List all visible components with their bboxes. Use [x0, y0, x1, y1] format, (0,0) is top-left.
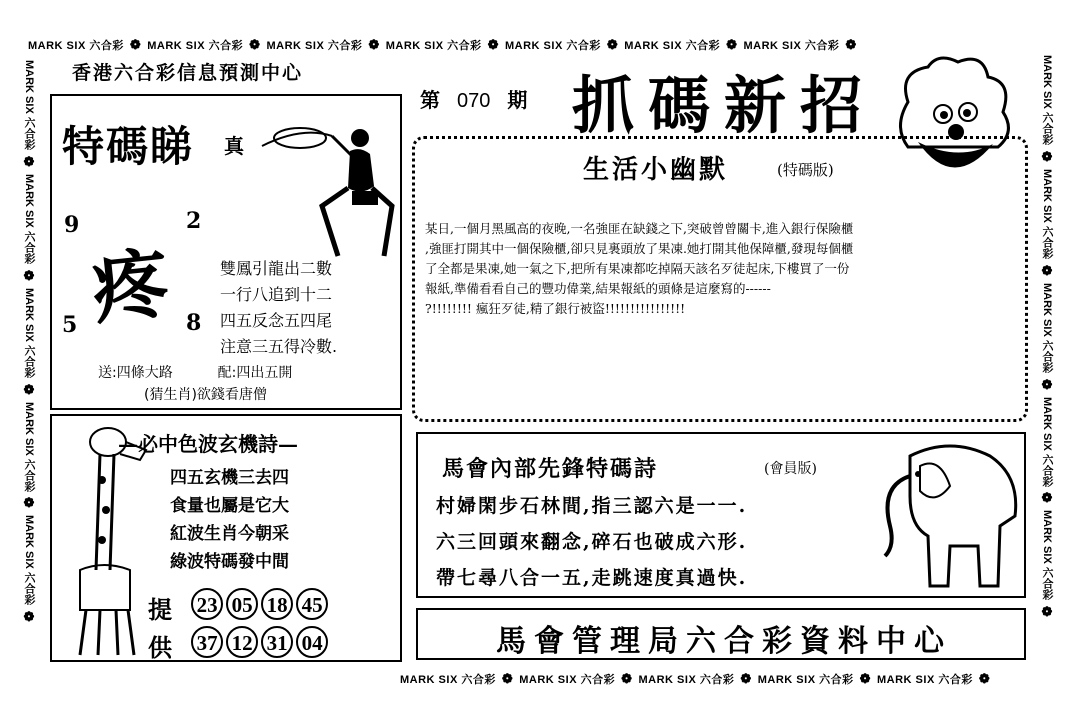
color-poem-lines	[170, 464, 289, 576]
color-poem-line: 綠波特碼發中間	[170, 552, 289, 572]
flower-icon: ❁	[23, 267, 35, 283]
issue-value: 070	[456, 90, 491, 112]
pair-value: 四出五開	[236, 365, 293, 381]
banner-text: MARK SIX 六合彩	[1041, 55, 1053, 145]
clue-lines	[220, 256, 337, 360]
banner-text: MARK SIX 六合彩	[23, 401, 35, 492]
humor-title: 生活小幽默	[583, 155, 729, 185]
banner-text: MARK SIX	[505, 40, 567, 52]
flower-icon: ❁	[129, 37, 142, 52]
number-ball: 23	[191, 588, 223, 620]
banner-text-cn: 六合彩	[804, 40, 840, 52]
banner-text: MARK SIX	[638, 674, 700, 686]
banner-text: MARK SIX 六合彩	[1041, 510, 1053, 601]
banner-text-cn: 六合彩	[461, 674, 496, 686]
banner-text: MARK SIX 六合彩	[1041, 396, 1053, 487]
color-poem-line: 四五玄機三去四	[170, 468, 289, 488]
humor-line: 了全都是果凍,她一氣之下,把所有果凍都吃掉隔天該名歹徒起床,下樓買了一份	[425, 261, 850, 276]
flower-icon: ❁	[23, 381, 35, 397]
banner-text-cn: 六合彩	[89, 40, 124, 52]
horse-poem-lines	[436, 488, 747, 596]
org-header: 香港六合彩信息預測中心	[72, 62, 304, 84]
banner-text: MARK SIX 六合彩	[23, 287, 35, 378]
corner-number-br: 8	[186, 310, 202, 336]
flower-icon: ❁	[740, 671, 752, 686]
zodiac-hint: (猜生肖)欲錢看唐僧	[144, 387, 267, 403]
panel-title: 特碼睇	[62, 122, 195, 171]
banner-text: MARK SIX	[757, 674, 820, 686]
number-ball: 12	[226, 626, 258, 658]
corner-number-tr: 2	[186, 208, 202, 234]
banner-text: MARK SIX	[28, 40, 90, 52]
issue-prefix: 第	[420, 88, 440, 112]
banner-text-cn: 六合彩	[685, 40, 721, 52]
color-poem-title: —必中色波玄機詩—	[118, 432, 298, 456]
humor-line: 報紙,準備看看自己的豐功偉業,結果報紙的頭條是這麼寫的------	[425, 281, 771, 296]
banner-text-cn: 六合彩	[566, 40, 601, 52]
humor-subtitle: (特碼版)	[777, 161, 834, 179]
number-ball: 45	[296, 588, 328, 620]
banner-text: MARK SIX 六合彩	[23, 173, 35, 264]
send-value: 四條大路	[116, 365, 173, 381]
flower-icon: ❁	[23, 495, 35, 511]
flower-icon: ❁	[1041, 262, 1053, 278]
panel-title-suffix: 真	[224, 134, 244, 158]
number-ball: 05	[226, 588, 258, 620]
flower-icon: ❁	[249, 37, 261, 52]
flower-icon: ❁	[1041, 148, 1053, 164]
color-poem-panel	[50, 414, 402, 662]
number-ball: 37	[191, 626, 223, 658]
banner-text: MARK SIX	[266, 40, 328, 52]
clue-line: 雙鳳引龍出二數	[220, 259, 333, 278]
banner-text-cn: 六合彩	[447, 40, 482, 52]
color-poem-line: 紅波生肖今朝采	[170, 524, 289, 544]
number-ball: 04	[296, 626, 328, 658]
footer-box	[416, 608, 1026, 660]
flower-icon: ❁	[1041, 376, 1053, 392]
issue-suffix: 期	[507, 88, 528, 112]
flower-icon: ❁	[23, 153, 35, 169]
horse-poem-line: 村婦閑步石林間,指三認六是一一.	[436, 495, 748, 517]
flower-icon: ❁	[845, 37, 857, 52]
humor-line: ,強匪打開其中一個保險櫃,卻只見裏頭放了果凍.她打開其他保障櫃,發現每個櫃	[425, 241, 854, 256]
clue-line: 注意三五得冷數.	[220, 337, 338, 356]
send-label: 送:	[98, 365, 117, 381]
flower-icon: ❁	[501, 671, 514, 686]
humor-line: 某日,一個月黑風高的夜晚,一名強匪在缺錢之下,突破曾曾關卡,進入銀行保險櫃	[425, 221, 854, 236]
row-label: 提	[148, 595, 172, 624]
banner-text-cn: 六合彩	[327, 40, 363, 52]
left-clue-panel	[50, 94, 402, 410]
left-banner	[18, 60, 40, 670]
banner-text: MARK SIX	[400, 674, 462, 686]
corner-number-tl: 9	[64, 212, 80, 238]
horse-poem-panel	[416, 432, 1026, 598]
flower-icon: ❁	[487, 37, 499, 52]
right-banner	[1036, 55, 1058, 685]
flower-icon: ❁	[368, 37, 380, 52]
clue-line: 一行八追到十二	[220, 285, 333, 304]
humor-line: ?!!!!!!!! 瘋狂歹徒,精了銀行被盜!!!!!!!!!!!!!!!!	[425, 301, 686, 316]
corner-number-bl: 5	[62, 312, 78, 338]
flower-icon: ❁	[978, 671, 991, 686]
flower-icon: ❁	[621, 671, 633, 686]
number-ball: 18	[261, 588, 293, 620]
banner-text-cn: 六合彩	[580, 674, 616, 686]
humor-text	[425, 219, 853, 319]
banner-text-cn: 六合彩	[938, 674, 973, 686]
banner-text: MARK SIX 六合彩	[23, 60, 35, 150]
clue-line: 四五反念五四尾	[220, 311, 333, 330]
bottom-banner	[400, 671, 1050, 689]
number-ball: 31	[261, 626, 293, 658]
flower-icon: ❁	[859, 671, 871, 686]
flower-icon: ❁	[1041, 490, 1053, 506]
main-title: 抓碼新招	[572, 69, 877, 142]
banner-text: MARK SIX	[743, 40, 805, 52]
flower-icon: ❁	[23, 609, 35, 625]
banner-text: MARK SIX 六合彩	[1041, 282, 1053, 373]
banner-text-cn: 六合彩	[208, 40, 244, 52]
banner-text: MARK SIX	[877, 674, 939, 686]
horse-poem-line: 六三回頭來翻念,碎石也破成六形.	[436, 531, 748, 553]
number-row-2	[148, 626, 331, 663]
issue-number	[420, 84, 527, 113]
footer-title: 馬會管理局六合彩資料中心	[496, 624, 952, 659]
flower-icon: ❁	[1041, 604, 1053, 620]
big-clue-char: 疼	[88, 238, 174, 335]
horse-poem-subtitle: (會員版)	[764, 461, 817, 477]
whip-lady-illustration	[242, 106, 402, 266]
elephant-illustration	[880, 436, 1025, 596]
flower-icon: ❁	[606, 37, 619, 52]
banner-text: MARK SIX	[624, 40, 686, 52]
horse-poem-title: 馬會內部先鋒特碼詩	[442, 456, 659, 482]
row-label: 供	[148, 633, 172, 662]
send-pair-row	[98, 362, 292, 382]
banner-text: MARK SIX	[519, 674, 581, 686]
flower-icon: ❁	[726, 37, 738, 52]
humor-box	[412, 136, 1028, 422]
banner-text: MARK SIX 六合彩	[1041, 168, 1053, 259]
color-poem-line: 食量也屬是它大	[170, 496, 289, 516]
banner-text: MARK SIX	[147, 40, 209, 52]
pair-label: 配:	[217, 365, 237, 381]
banner-text-cn: 六合彩	[699, 674, 735, 686]
horse-poem-line: 帶七尋八合一五,走跳速度真過快.	[436, 567, 748, 589]
number-row-1	[148, 588, 331, 625]
banner-text: MARK SIX	[385, 40, 448, 52]
banner-text-cn: 六合彩	[819, 674, 854, 686]
banner-text: MARK SIX 六合彩	[23, 515, 35, 606]
